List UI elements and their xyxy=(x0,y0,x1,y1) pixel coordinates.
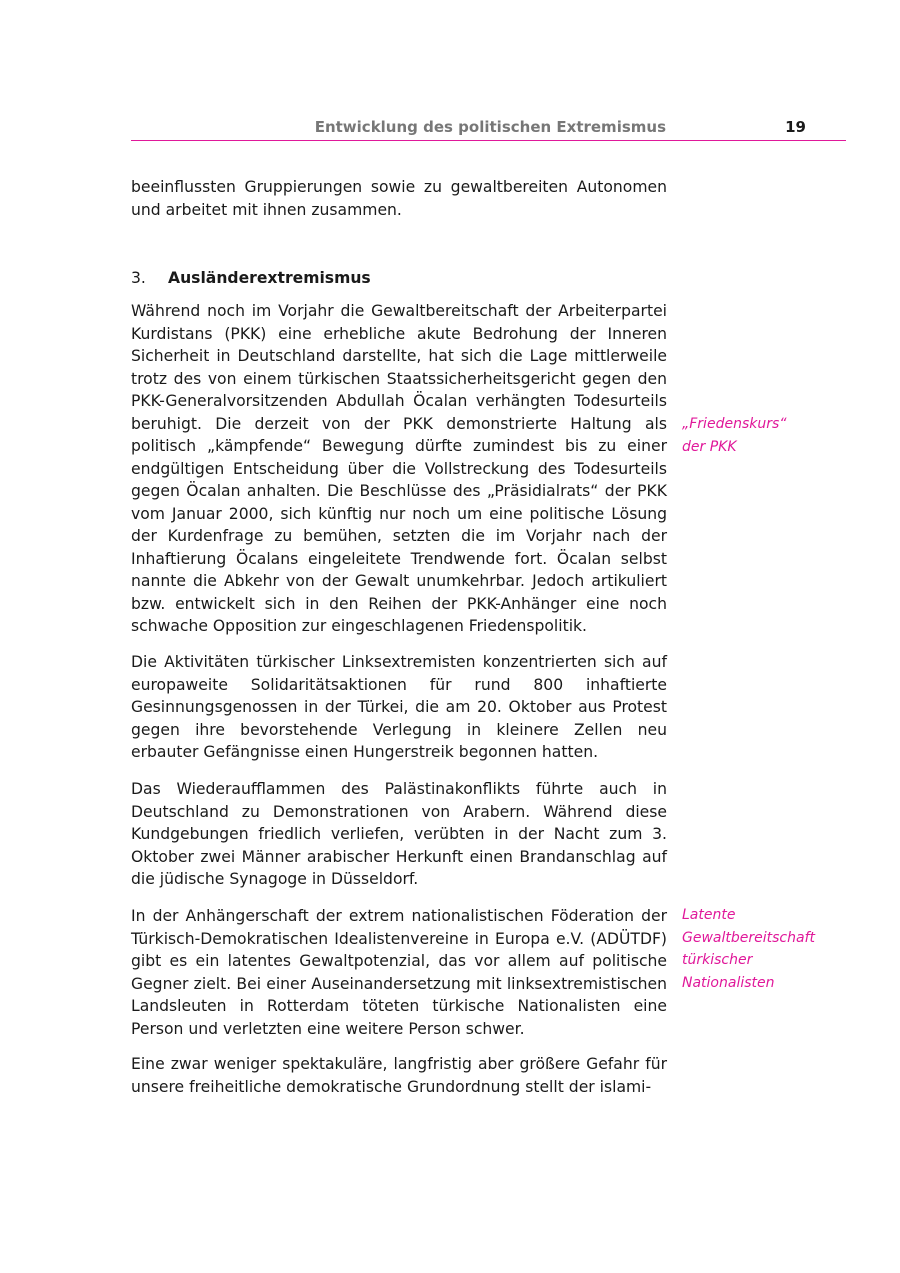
section-title: Ausländerextremismus xyxy=(168,269,371,287)
paragraph-linksextremisten: Die Aktivitäten türkischer Linksextremisten konzentrierten sich auf europaweite Solidaritätsaktionen für rund 800 inhaftierte Gesinnungsgenossen in der Türkei, die am 20. Oktober aus Protest gegen ihre bevorstehende Verlegung in kleinere Zellen neu erbauter Gefängnisse einen Hungerstreik begonnen hatten. xyxy=(131,653,667,761)
header-title: Entwicklung des politischen Extremismus xyxy=(314,118,666,136)
paragraph-adutdf: In der Anhängerschaft der extrem nationalistischen Föderation der Türkisch-Demokratischen Idealistenvereine in Europa e.V. (ADÜTDF) gibt es ein latentes Gewaltpotenzial, das vor allem auf politische Gegner zielt. Bei einer Auseinandersetzung mit linksextremistischen Landsleuten in Rotterdam töteten türkische Nationalisten eine Person und verletzten eine weitere Person schwer. xyxy=(131,907,667,1038)
page-number: 19 xyxy=(785,118,806,136)
margin-note-nationalisten: Latente Gewaltbereitschaft türkischer Nationalisten xyxy=(682,907,815,991)
running-header xyxy=(131,118,846,141)
paragraph-islamismus: Eine zwar weniger spektakuläre, langfristig aber größere Gefahr für unsere freiheitliche demokratische Grundordnung stellt der islami- xyxy=(131,1055,667,1096)
section-heading xyxy=(131,267,371,289)
section-number: 3. xyxy=(131,269,146,287)
paragraph-pkk: Während noch im Vorjahr die Gewaltbereitschaft der Arbeiterpartei Kurdistans (PKK) eine erhebliche akute Bedrohung der Inneren Sicherheit in Deutschland darstellte, hat sich die Lage mittlerweile trotz des von einem türkischen Staatssicherheitsgericht gegen den PKK-Generalvorsitzenden Abdullah Öcalan verhängten Todesurteils beruhigt. Die derzeit von der PKK demonstrierte Haltung als politisch „kämpfende“ Bewegung dürfte zumindest bis zu einer endgültigen Entscheidung über die Vollstreckung des Todesurteils gegen Öcalan anhalten. Die Beschlüsse des „Präsidialrats“ der PKK vom Januar 2000, sich künftig nur noch um eine politische Lösung der Kurdenfrage zu bemühen, setzten die im Vorjahr nach der Inhaftierung Öcalans eingeleitete Trendwende fort. Öcalan selbst nannte die Abkehr von der Gewalt unumkehrbar. Jedoch artikuliert bzw. entwickelt sich in den Reihen der PKK-Anhänger eine noch schwache Opposition zur eingeschlagenen Friedenspolitik. xyxy=(131,302,667,635)
paragraph-palaestina: Das Wiederaufflammen des Palästinakonflikts führte auch in Deutschland zu Demonstrationen von Arabern. Während diese Kundgebungen friedlich verliefen, verübten in der Nacht zum 3. Oktober zwei Männer arabischer Herkunft einen Brandanschlag auf die jüdische Synagoge in Düsseldorf. xyxy=(131,780,667,888)
margin-note-friedenskurs: „Friedenskurs“ der PKK xyxy=(682,416,787,455)
intro-paragraph: beeinflussten Gruppierungen sowie zu gewaltbereiten Autonomen und arbeitet mit ihnen zusammen. xyxy=(131,178,667,219)
